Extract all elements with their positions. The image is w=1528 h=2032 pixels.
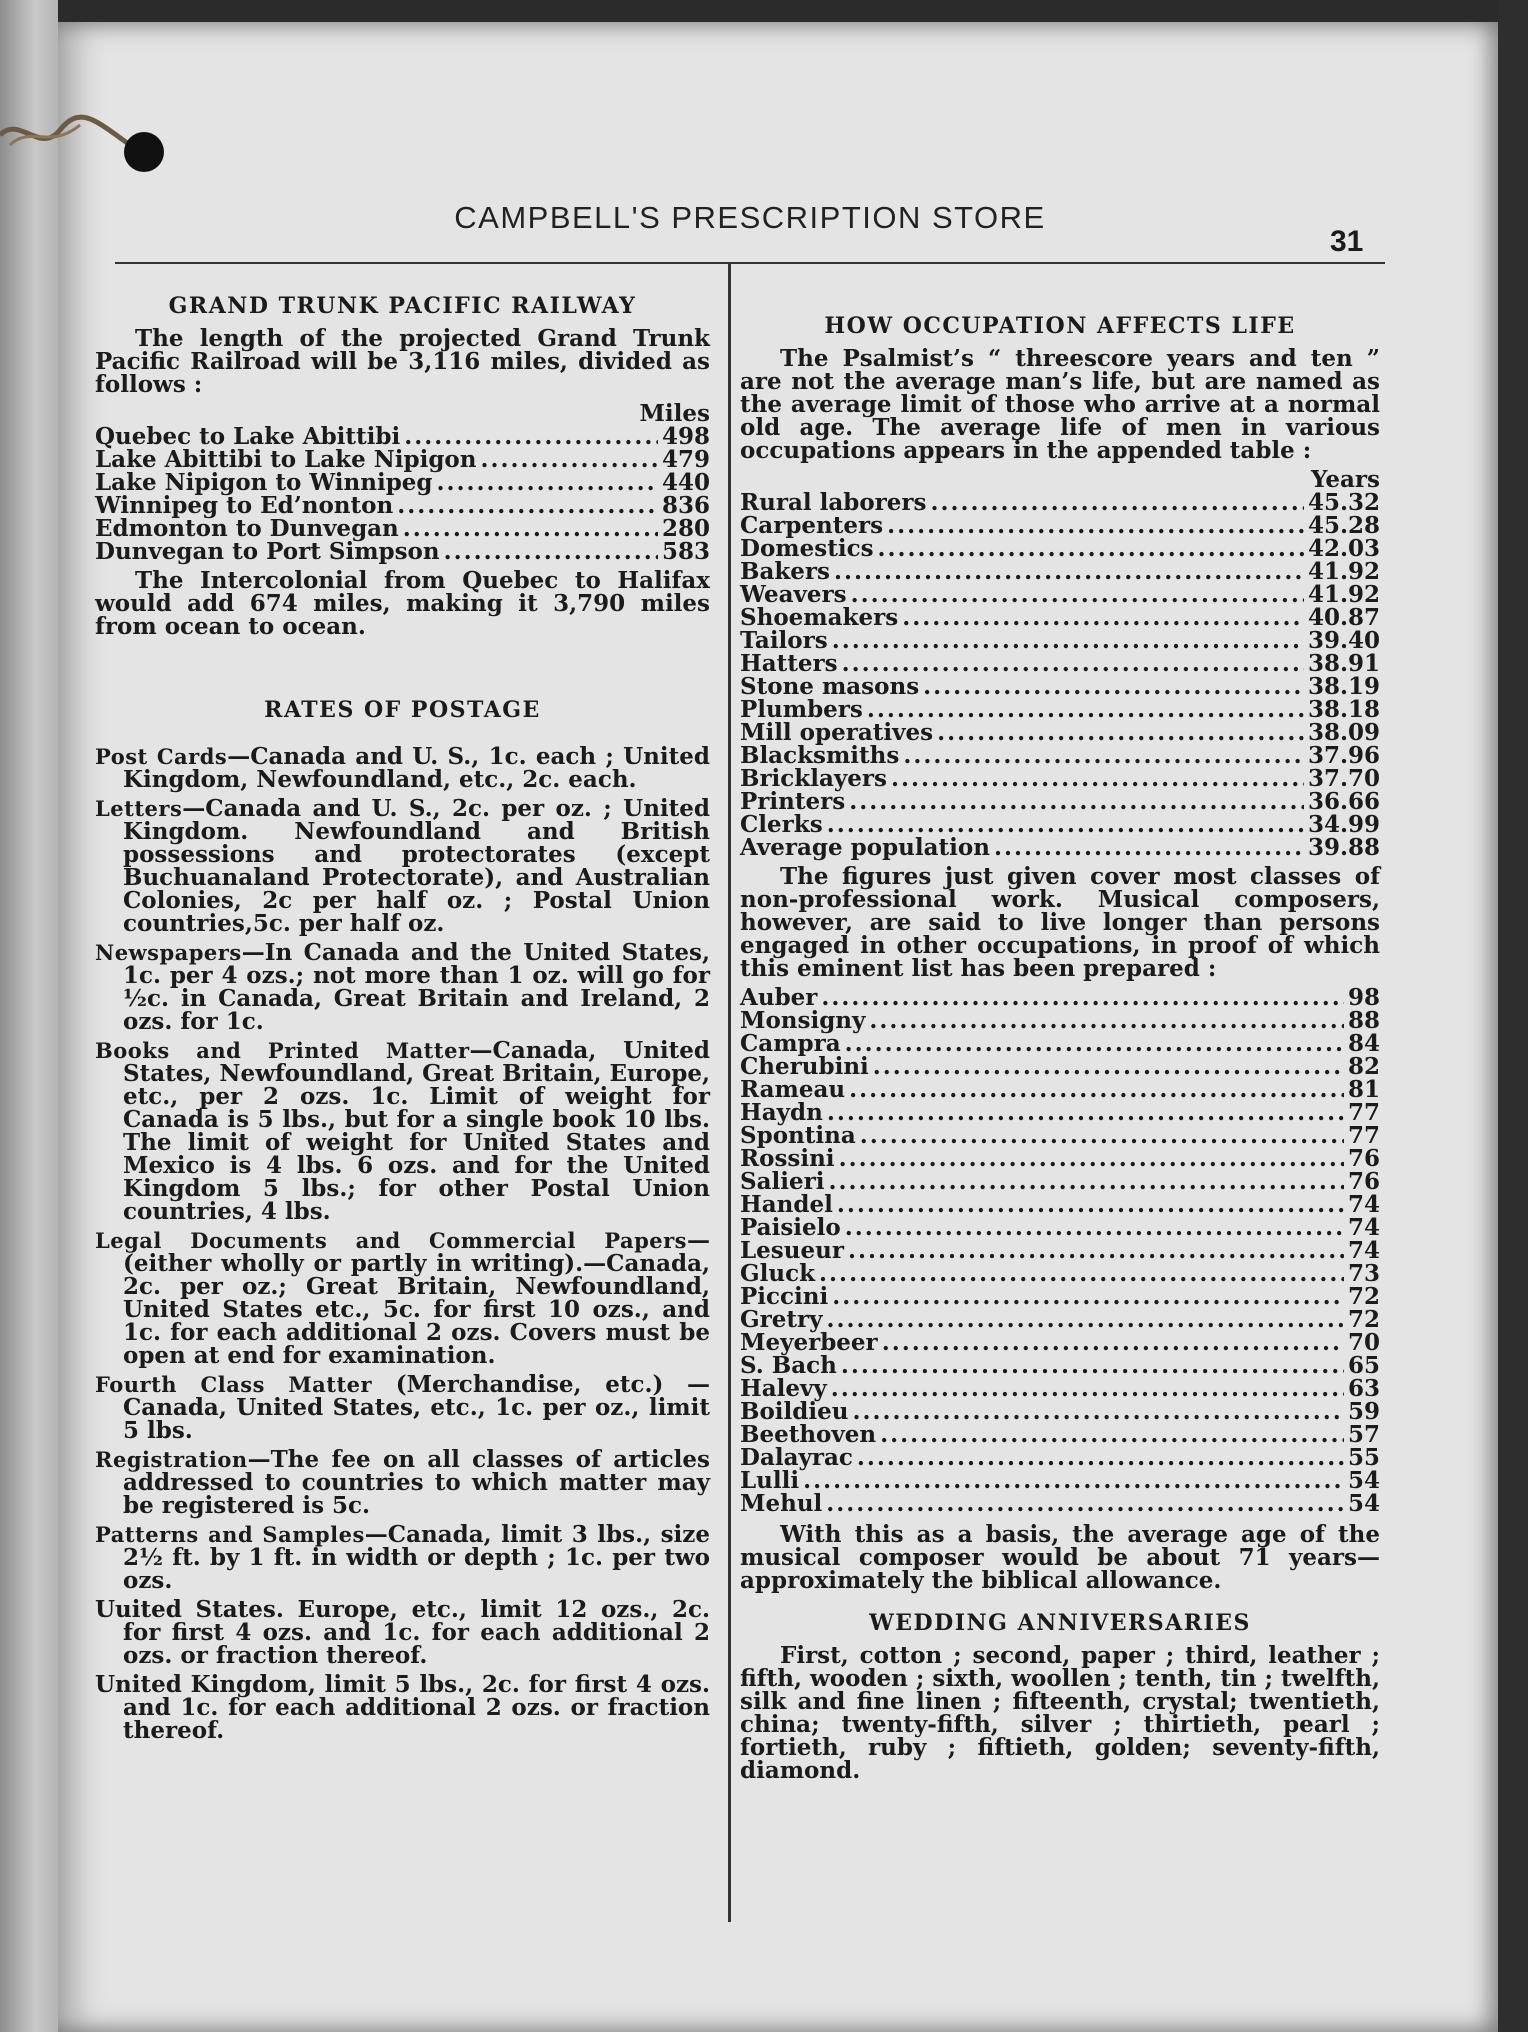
composer-row-label: Rossini — [740, 1145, 835, 1172]
dot-leader — [404, 425, 658, 448]
composer-row-label: Lesueur — [740, 1237, 844, 1264]
occupation-row-value: 40.87 — [1307, 604, 1380, 631]
occupation-row — [740, 744, 1380, 767]
dot-leader — [902, 606, 1304, 629]
composer-row-value: 76 — [1347, 1168, 1380, 1195]
occupation-row-label: Mill operatives — [740, 719, 934, 746]
composer-row-label: Spontina — [740, 1122, 856, 1149]
railway-heading: GRAND TRUNK PACIFIC RAILWAY — [168, 293, 637, 319]
occupation-row — [740, 537, 1380, 560]
occupation-row-label: Weavers — [740, 581, 847, 608]
composer-row-label: Monsigny — [740, 1007, 866, 1034]
occupation-row-value: 41.92 — [1307, 558, 1380, 585]
composer-row-label: Mehul — [740, 1490, 823, 1517]
dot-leader — [849, 1078, 1344, 1101]
postage-item — [95, 797, 710, 935]
dot-leader — [857, 1446, 1344, 1469]
dot-leader — [891, 767, 1304, 790]
composer-row — [740, 1147, 1380, 1170]
composer-row-value: 81 — [1347, 1076, 1380, 1103]
railway-row — [95, 425, 710, 448]
composer-row-label: Meyerbeer — [740, 1329, 878, 1356]
right-column — [740, 315, 1380, 1788]
dot-leader — [832, 629, 1304, 652]
occupation-row — [740, 675, 1380, 698]
binding-hole — [124, 132, 164, 172]
dot-leader — [827, 1308, 1344, 1331]
composer-row — [740, 1055, 1380, 1078]
composer-row — [740, 1400, 1380, 1423]
occupation-row-value: 38.91 — [1307, 650, 1380, 677]
composer-row-value: 82 — [1347, 1053, 1380, 1080]
postage-description: —Canada, limit 3 lbs., size 2½ ft. by 1 ft. in width or depth ; 1c. per two ozs. — [123, 1521, 710, 1594]
occupation-row — [740, 790, 1380, 813]
composer-row — [740, 1170, 1380, 1193]
railway-row-label: Lake Abittibi to Lake Nipigon — [95, 446, 477, 473]
composers-outro: With this as a basis, the average age of the musical composer would be about 71 years—approximately the biblical allowance. — [740, 1521, 1380, 1594]
composer-row-label: Cherubini — [740, 1053, 869, 1080]
occupation-row — [740, 629, 1380, 652]
dot-leader — [803, 1469, 1344, 1492]
dot-leader — [860, 1124, 1344, 1147]
occupation-row-label: Plumbers — [740, 696, 863, 723]
railway-distance-table — [95, 425, 710, 563]
railway-row-label: Edmonton to Dunvegan — [95, 515, 399, 542]
composer-row — [740, 1331, 1380, 1354]
composer-row-value: 74 — [1347, 1191, 1380, 1218]
railway-intro: The length of the projected Grand Trunk Pacific Railroad will be 3,116 miles, divided as follows : — [95, 325, 710, 398]
dot-leader — [852, 1400, 1344, 1423]
occupation-row — [740, 767, 1380, 790]
composer-row — [740, 1193, 1380, 1216]
postage-description: (Merchandise, etc.) —Canada, United States, etc., 1c. per oz., limit 5 lbs. — [123, 1371, 710, 1444]
composer-row — [740, 1216, 1380, 1239]
postage-heading: RATES OF POSTAGE — [264, 697, 541, 723]
composer-row-label: Campra — [740, 1030, 841, 1057]
composer-row-value: 77 — [1347, 1122, 1380, 1149]
binding-edge — [0, 0, 58, 2032]
occupation-row-value: 38.18 — [1307, 696, 1380, 723]
postage-description: —The fee on all classes of articles addressed to countries to which matter may be registered is 5c. — [123, 1446, 710, 1519]
page-number: 31 — [1330, 225, 1364, 258]
dot-leader — [819, 1262, 1344, 1285]
dot-leader — [826, 1492, 1344, 1515]
occupation-row — [740, 560, 1380, 583]
railway-row-label: Winnipeg to Ed’nonton — [95, 492, 394, 519]
dot-leader — [821, 986, 1344, 1009]
postage-list — [95, 745, 710, 1592]
occupation-row-value: 38.19 — [1307, 673, 1380, 700]
postage-item — [95, 1229, 710, 1367]
composer-row-value: 73 — [1347, 1260, 1380, 1287]
occupation-row — [740, 836, 1380, 859]
occupation-row-value: 45.32 — [1307, 489, 1380, 516]
postage-item — [95, 1523, 710, 1592]
dot-leader — [827, 813, 1304, 836]
dot-leader — [937, 721, 1304, 744]
occupation-row-label: Average population — [740, 834, 990, 861]
composer-row-value: 74 — [1347, 1237, 1380, 1264]
occupation-row — [740, 583, 1380, 606]
left-column — [95, 295, 710, 1748]
dot-leader — [834, 560, 1304, 583]
composer-row-label: Lulli — [740, 1467, 800, 1494]
occupation-units-label: Years — [1310, 466, 1380, 493]
occupation-row-value: 42.03 — [1307, 535, 1380, 562]
dot-leader — [887, 514, 1304, 537]
dot-leader — [841, 1354, 1344, 1377]
railway-outro: The Intercolonial from Quebec to Halifax would add 674 miles, making it 3,790 miles from ocean to ocean. — [95, 567, 710, 640]
postage-description: —In Canada and the United States, 1c. per 4 ozs.; not more than 1 oz. will go for ½c. in Canada, Great Britain and Ireland, 2 ozs. for 1c. — [123, 939, 710, 1035]
postage-item — [95, 1373, 710, 1442]
occupation-row-label: Domestics — [740, 535, 874, 562]
occupation-row — [740, 491, 1380, 514]
railway-row-label: Dunvegan to Port Simpson — [95, 538, 440, 565]
occupation-row — [740, 721, 1380, 744]
railway-row-value: 498 — [661, 423, 710, 450]
composer-row-value: 72 — [1347, 1306, 1380, 1333]
postage-term: Books and Printed Matter — [95, 1038, 470, 1063]
occupation-row — [740, 606, 1380, 629]
postage-term: Legal Documents and Commercial Papers — [95, 1228, 687, 1253]
composer-row-value: 65 — [1347, 1352, 1380, 1379]
railway-row-value: 836 — [661, 492, 710, 519]
composer-row — [740, 1078, 1380, 1101]
dot-leader — [480, 448, 658, 471]
occupation-row-label: Tailors — [740, 627, 828, 654]
dot-leader — [828, 1170, 1344, 1193]
dot-leader — [827, 1101, 1344, 1124]
wedding-heading: WEDDING ANNIVERSARIES — [869, 1610, 1251, 1636]
composer-row — [740, 1492, 1380, 1515]
dot-leader — [882, 1331, 1344, 1354]
dot-leader — [845, 1032, 1344, 1055]
composer-row-label: Halevy — [740, 1375, 827, 1402]
dot-leader — [832, 1285, 1344, 1308]
occupation-row-label: Bricklayers — [740, 765, 887, 792]
composer-row-label: Handel — [740, 1191, 833, 1218]
postage-term: Registration — [95, 1447, 248, 1472]
occupation-row-label: Clerks — [740, 811, 823, 838]
composer-row-value: 88 — [1347, 1007, 1380, 1034]
composer-row-value: 57 — [1347, 1421, 1380, 1448]
railway-row-value: 280 — [661, 515, 710, 542]
dot-leader — [880, 1423, 1344, 1446]
postage-description: —(either wholly or partly in writing).—Canada, 2c. per oz.; Great Britain, Newfoundland, United States etc., 5c. for first 10 ozs., and 1c. for each additional 2 ozs. Covers must be open at end for examination. — [123, 1227, 710, 1369]
dot-leader — [397, 494, 658, 517]
composer-row — [740, 1285, 1380, 1308]
composer-row-label: Piccini — [740, 1283, 829, 1310]
composer-row-value: 70 — [1347, 1329, 1380, 1356]
composer-row-value: 63 — [1347, 1375, 1380, 1402]
occupation-row-value: 39.88 — [1307, 834, 1380, 861]
postage-term: Letters — [95, 796, 183, 821]
postage-item — [95, 941, 710, 1033]
occupation-row — [740, 652, 1380, 675]
composer-row-label: Beethoven — [740, 1421, 877, 1448]
dot-leader — [837, 1193, 1344, 1216]
composer-row — [740, 1377, 1380, 1400]
composer-row — [740, 1101, 1380, 1124]
occupation-row-value: 45.28 — [1307, 512, 1380, 539]
dot-leader — [903, 744, 1304, 767]
composer-row — [740, 1423, 1380, 1446]
composer-row-label: Boildieu — [740, 1398, 849, 1425]
composer-row-label: Paisielo — [740, 1214, 841, 1241]
composer-row — [740, 1446, 1380, 1469]
composer-row — [740, 1308, 1380, 1331]
composer-row-label: Haydn — [740, 1099, 823, 1126]
occupation-lifespan-table — [740, 491, 1380, 859]
occupation-row — [740, 514, 1380, 537]
composer-row-value: 59 — [1347, 1398, 1380, 1425]
occupation-row — [740, 813, 1380, 836]
postage-term: Patterns and Samples — [95, 1522, 365, 1547]
dot-leader — [994, 836, 1304, 859]
postage-description: —Canada and U. S., 2c. per oz. ; United Kingdom. Newfoundland and British possessions and protectorates (except Buchuanaland Protectorate), and Australian Colonies, 2c per half oz. ; Postal Union countries,5c. per half oz. — [123, 795, 710, 937]
occupation-row-value: 38.09 — [1307, 719, 1380, 746]
occupation-row-value: 34.99 — [1307, 811, 1380, 838]
running-header: CAMPBELL'S PRESCRIPTION STORE — [454, 200, 1046, 235]
occupation-row-label: Blacksmiths — [740, 742, 900, 769]
occupation-intro: The Psalmist’s “ threescore years and ten ” are not the average man’s life, but are named as the average limit of those who arrive at a normal old age. The average life of men in various occupations appears in the appended table : — [740, 345, 1380, 464]
composer-lifespan-table — [740, 986, 1380, 1515]
composer-row-label: Gluck — [740, 1260, 816, 1287]
composer-row-label: Salieri — [740, 1168, 825, 1195]
postage-description: —Canada and U. S., 1c. each ; United Kingdom, Newfoundland, etc., 2c. each. — [123, 743, 710, 793]
header-rule — [115, 262, 1385, 264]
postage-item — [95, 745, 710, 791]
occupation-row-value: 37.96 — [1307, 742, 1380, 769]
composer-row-value: 72 — [1347, 1283, 1380, 1310]
railway-row — [95, 448, 710, 471]
occupation-row-label: Printers — [740, 788, 846, 815]
occupation-row-value: 39.40 — [1307, 627, 1380, 654]
dot-leader — [878, 537, 1304, 560]
composer-row-label: S. Bach — [740, 1352, 837, 1379]
composer-row-label: Rameau — [740, 1076, 846, 1103]
dot-leader — [845, 1216, 1344, 1239]
occupation-row-value: 41.92 — [1307, 581, 1380, 608]
postage-term: Newspapers — [95, 940, 242, 965]
composer-row-label: Dalayrac — [740, 1444, 853, 1471]
composer-row — [740, 1469, 1380, 1492]
dot-leader — [403, 517, 658, 540]
railway-row-label: Lake Nipigon to Winnipeg — [95, 469, 433, 496]
dot-leader — [869, 1009, 1344, 1032]
occupation-row-label: Bakers — [740, 558, 830, 585]
postage-extra-uk: United Kingdom, limit 5 lbs., 2c. for first 4 ozs. and 1c. for each additional 2 ozs. or fraction thereof. — [95, 1671, 710, 1744]
postage-term: Fourth Class Matter — [95, 1372, 373, 1397]
occupation-heading: HOW OCCUPATION AFFECTS LIFE — [824, 313, 1296, 339]
composer-row-label: Gretry — [740, 1306, 823, 1333]
composer-row-value: 55 — [1347, 1444, 1380, 1471]
composer-row — [740, 1009, 1380, 1032]
railway-row — [95, 540, 710, 563]
composer-row-value: 77 — [1347, 1099, 1380, 1126]
occupation-row-label: Rural laborers — [740, 489, 927, 516]
dot-leader — [851, 583, 1304, 606]
railway-row-value: 479 — [661, 446, 710, 473]
dot-leader — [867, 698, 1304, 721]
composer-row-value: 76 — [1347, 1145, 1380, 1172]
column-divider — [728, 262, 731, 1922]
railway-row — [95, 517, 710, 540]
occupation-row-label: Stone masons — [740, 673, 920, 700]
composer-row — [740, 1262, 1380, 1285]
postage-item — [95, 1448, 710, 1517]
composer-row-value: 74 — [1347, 1214, 1380, 1241]
postage-description: —Canada, United States, Newfoundland, Great Britain, Europe, etc., per 2 ozs. 1c. Limit of weight for Canada is 5 lbs., but for a single book 10 lbs. The limit of weight for United States and Mexico is 4 lbs. 6 ozs. and for the United Kingdom 5 lbs.; for other Postal Union countries, 4 lbs. — [123, 1037, 710, 1225]
railway-row-value: 440 — [661, 469, 710, 496]
composer-row-value: 54 — [1347, 1467, 1380, 1494]
occupation-row-value: 36.66 — [1307, 788, 1380, 815]
occupation-row-label: Carpenters — [740, 512, 884, 539]
dot-leader — [842, 652, 1304, 675]
occupation-row-label: Shoemakers — [740, 604, 899, 631]
railway-units-label: Miles — [639, 400, 710, 427]
composer-row-value: 54 — [1347, 1490, 1380, 1517]
postage-item — [95, 1039, 710, 1223]
railway-row-value: 583 — [661, 538, 710, 565]
occupation-row — [740, 698, 1380, 721]
railway-row — [95, 494, 710, 517]
dot-leader — [839, 1147, 1344, 1170]
railway-row-label: Quebec to Lake Abittibi — [95, 423, 401, 450]
dot-leader — [930, 491, 1303, 514]
postage-term: Post Cards — [95, 744, 228, 769]
composer-row — [740, 986, 1380, 1009]
page-shadow — [1498, 0, 1528, 2032]
dot-leader — [873, 1055, 1344, 1078]
occupation-row-value: 37.70 — [1307, 765, 1380, 792]
composer-row-value: 84 — [1347, 1030, 1380, 1057]
occupation-row-label: Hatters — [740, 650, 838, 677]
dot-leader — [923, 675, 1304, 698]
composer-row — [740, 1124, 1380, 1147]
dot-leader — [849, 790, 1304, 813]
composers-intro: The figures just given cover most classes of non-professional work. Musical composers, however, are said to live longer than persons engaged in other occupations, in proof of which this eminent list has been prepared : — [740, 863, 1380, 982]
composer-row — [740, 1032, 1380, 1055]
dot-leader — [437, 471, 658, 494]
railway-row — [95, 471, 710, 494]
composer-row-label: Auber — [740, 984, 818, 1011]
postage-extra-us-europe: Uuited States. Europe, etc., limit 12 ozs., 2c. for first 4 ozs. and 1c. for each additional 2 ozs. or fraction thereof. — [95, 1596, 710, 1669]
dot-leader — [831, 1377, 1344, 1400]
composer-row — [740, 1354, 1380, 1377]
wedding-text: First, cotton ; second, paper ; third, leather ; fifth, wooden ; sixth, woollen ; tenth, tin ; twelfth, silk and fine linen ; fifteenth, crystal; twentieth, china; twenty-fifth, silver ; thirtieth, pearl ; fortieth, ruby ; fiftieth, golden; seventy-fifth, diamond. — [740, 1642, 1380, 1784]
composer-row-value: 98 — [1347, 984, 1380, 1011]
dot-leader — [444, 540, 658, 563]
composer-row — [740, 1239, 1380, 1262]
dot-leader — [848, 1239, 1344, 1262]
